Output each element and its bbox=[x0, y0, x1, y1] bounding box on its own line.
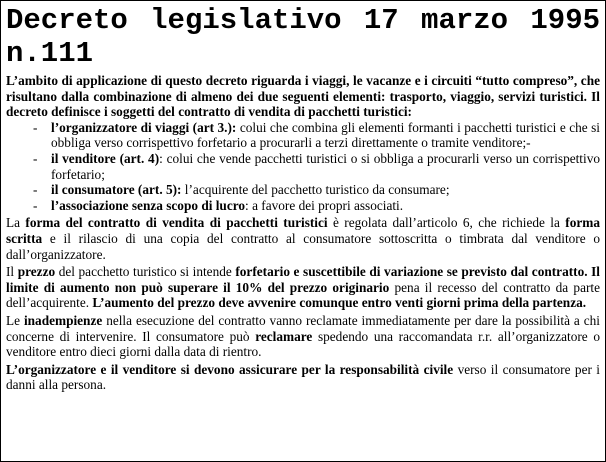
paragraph-responsabilita bbox=[6, 362, 600, 393]
text-run: La bbox=[6, 215, 26, 231]
list-item-consumatore bbox=[6, 182, 600, 198]
list-item-organizzatore bbox=[6, 120, 600, 151]
text-run: verso il consumatore per i danni alla persona. bbox=[6, 361, 600, 393]
item-term: il venditore (art. 4) bbox=[51, 150, 160, 166]
paragraph-prezzo bbox=[6, 264, 600, 311]
bold-run: L’organizzatore e il venditore si devono assicurare per la responsabilità civile bbox=[6, 361, 454, 377]
text-run: Le bbox=[6, 312, 24, 328]
intro-paragraph bbox=[6, 73, 600, 120]
bold-run: forma scritta bbox=[6, 215, 600, 246]
text-run: è regolata dall’articolo 6, che richiede la bbox=[327, 215, 566, 231]
text-run: del pacchetto turistico si intende bbox=[55, 264, 236, 280]
bold-run: inadempienze bbox=[23, 312, 103, 328]
bullet-dash: - bbox=[33, 150, 38, 166]
party-list bbox=[6, 120, 600, 214]
item-term: l’organizzatore di viaggi (art 3.): bbox=[51, 119, 237, 135]
intro-text: L’ambito di applicazione di questo decreto riguarda i viaggi, le vacanze e i circuiti “tutto compreso”, che risultano dalla combinazione di almeno dei due seguenti elementi: trasporto, viaggio, servizi turistici. Il decreto definisce i soggetti del contratto di vendita di pacchetti turistici: bbox=[6, 73, 600, 120]
document-title: Decreto legislativo 17 marzo 1995 n.111 bbox=[6, 4, 600, 70]
text-run: spedendo una raccomandata r.r. all’organizzatore o venditore entro dieci giorni dalla data di rientro. bbox=[6, 328, 600, 360]
list-item-venditore bbox=[6, 151, 600, 182]
document-body bbox=[6, 73, 600, 393]
item-term: l’associazione senza scopo di lucro bbox=[51, 197, 246, 213]
text-run: Il bbox=[6, 264, 18, 280]
text-run: pena il recesso del contratto da parte dell’acquirente. bbox=[6, 279, 600, 311]
bold-run: forfetario e suscettibile di variazione se previsto dal contratto. Il limite di aumento non può superare il 10% del prezzo originario bbox=[6, 264, 600, 295]
text-run: e il rilascio di una copia del contratto al consumatore sottoscritta o timbrata dal venditore o dall’organizzatore. bbox=[6, 230, 600, 262]
bold-run: L’aumento del prezzo deve avvenire comunque entro venti giorni prima della partenza. bbox=[92, 295, 587, 311]
bold-run: reclamare bbox=[255, 328, 313, 344]
document-content bbox=[6, 4, 600, 393]
bold-run: prezzo bbox=[17, 264, 56, 280]
item-description: : colui che vende pacchetti turistici o si obbliga a procurarli verso un corrispettivo forfetario; bbox=[51, 150, 600, 182]
bullet-dash: - bbox=[33, 182, 38, 198]
item-term: il consumatore (art. 5): bbox=[51, 182, 182, 198]
list-item-associazione bbox=[6, 198, 600, 214]
bullet-dash: - bbox=[33, 119, 38, 135]
item-description: : a favore dei propri associati. bbox=[245, 197, 404, 213]
item-description: colui che combina gli elementi formanti i pacchetti turistici e che si obbliga verso corrispettivo forfetario a procurarli a terzi direttamente o tramite venditore;- bbox=[51, 119, 600, 151]
paragraph-forma bbox=[6, 215, 600, 262]
text-run: nella esecuzione del contratto vanno reclamate immediatamente per dare la possibilità a chi concerne di intervenire. Il consumatore può bbox=[6, 312, 600, 344]
paragraph-inadempienze bbox=[6, 313, 600, 360]
bold-run: forma del contratto di vendita di pacchetti turistici bbox=[25, 215, 328, 231]
item-description: l’acquirente del pacchetto turistico da consumare; bbox=[181, 182, 450, 198]
bullet-dash: - bbox=[33, 197, 38, 213]
